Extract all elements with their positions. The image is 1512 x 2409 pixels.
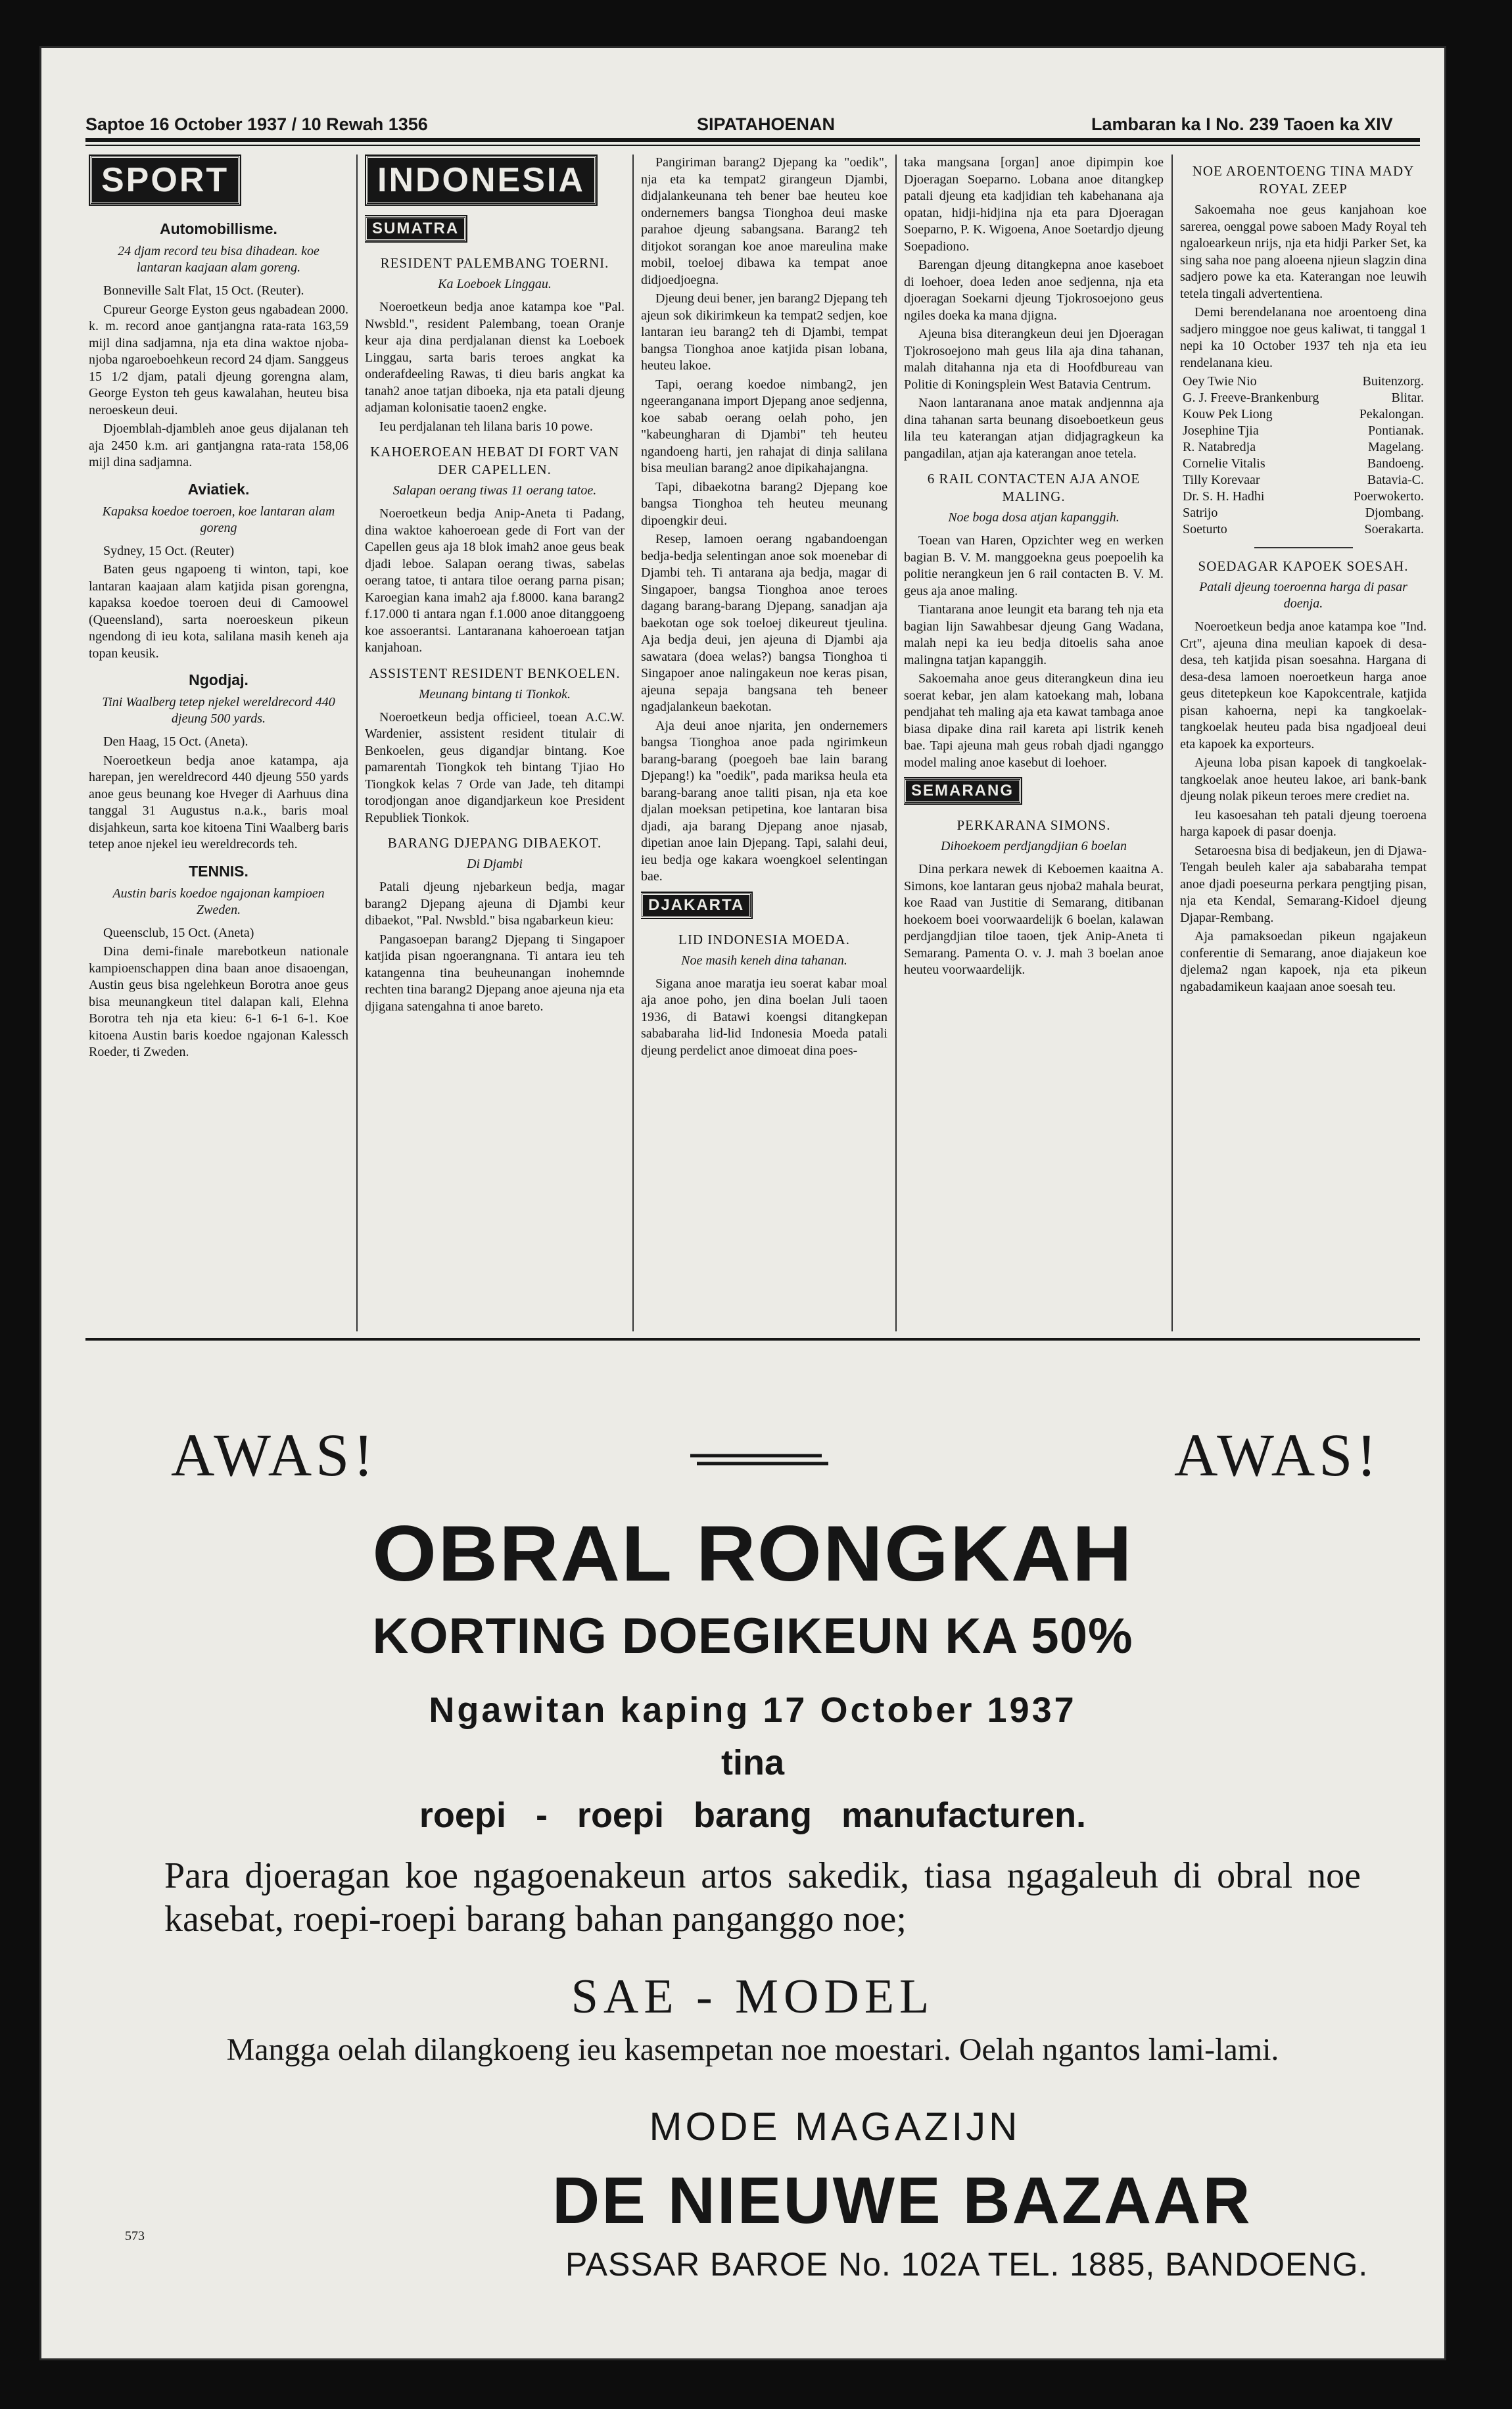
winner-name: Cornelie Vitalis	[1183, 456, 1265, 471]
winner-name: Dr. S. H. Hadhi	[1183, 489, 1265, 504]
column-sport	[89, 155, 348, 1331]
column-divider	[632, 155, 634, 1331]
article-paragraph: Dina demi-finale marebotkeun nationale kampioenschappen dina baan anoe disaoengan, Austin geus bisa ngelehkeun Borotra anoe geus bisa meunangkeun titel dalapan kali, Elehna Borotra teh nja eta kieu: 6-1 6-1 6-1. Koe kitoena Austin baris koedoe ngajonan Kalessch Roeder, ti Zweden.	[89, 944, 348, 1059]
newspaper-page	[39, 46, 1446, 2360]
palembang-subheading: Ka Loeboek Linggau.	[438, 277, 552, 291]
article-paragraph: Naon lantaranana anoe matak andjennna aja dina tahanan sarta beunang disoeboetkeun geus lila teu katerangan atjan didjagragkeun ka pangadilan, atjan aja katerangan anoe tetela.	[904, 396, 1164, 461]
article-paragraph: Den Haag, 15 Oct. (Aneta).	[103, 734, 248, 749]
djakarta-banner: DJAKARTA	[641, 893, 751, 918]
sumatra-banner: SUMATRA	[365, 216, 466, 241]
article-paragraph: Barengan djeung ditangkepna anoe kaseboet di loehoer, doea leden anoe sedjenna, nja eta djoeragan Soekarni djeung Tjokrosoejono geus ngiles doeka ka mana djigna.	[904, 258, 1164, 323]
perkara-simons-title: PERKARANA SIMONS.	[957, 817, 1111, 833]
winner-name: Kouw Pek Liong	[1183, 407, 1273, 421]
automobillisme-subheading: 24 djam record teu bisa dihadean. koe lantaran kaajaan alam goreng.	[118, 244, 319, 275]
winner-name: G. J. Freeve-Brankenburg	[1183, 391, 1319, 405]
aviatiek-heading: Aviatiek.	[187, 480, 250, 498]
goods-line: roepi - roepi barang manufacturen.	[419, 1796, 1087, 1835]
article-paragraph: Tiantarana anoe leungit eta barang teh nja eta bagian lijn Sawahbesar djeung Gang Wadana, malah nepi ka ieu bedja ditoelis saha anoe malingna tatjan kapanggih.	[904, 602, 1164, 667]
article-paragraph: Ajeuna loba pisan kapoek di tangkoelak-tangkoelak anoe heuteu lakoe, ari bank-bank djeung nolak pikeun teroes mere crediet na.	[1180, 755, 1427, 803]
winner-city: Buitenzorg.	[1362, 374, 1424, 389]
ngodjaj-subheading: Tini Waalberg tetep njekel wereldrecord 440 djeung 500 yards.	[102, 695, 335, 726]
column-divider	[1171, 155, 1173, 1331]
tennis-subheading: Austin baris koedoe ngajonan kampioen Zweden.	[112, 886, 325, 917]
semarang-banner: SEMARANG	[904, 778, 1021, 803]
winner-row	[1180, 505, 1427, 521]
winner-name: R. Natabredja	[1183, 440, 1256, 454]
article-paragraph: Noeroetkeun bedja anoe katampa, aja harepan, jen wereldrecord 440 djeung 550 yards anoe geus beunang koe Hveger di Aarhuus dina tanggal 31 Augustus n.a.k., baris moal disjahkeun, sarta koe kitoena Tini Waalberg baris tetep anoe njekel ieu wereldrecords teh.	[89, 753, 348, 851]
article-paragraph: Noeroetkeun bedja Anip-Aneta ti Padang, dina waktoe kahoeroean gede di Fort van der Capellen geus aja 18 blok imah2 anoe geus beak djadi leboe. Salapan oerang tiwas, sabelas oerang tatoe, ti antara tiloe oerang parna pisan; Karoegian kana imah2 aja f.8000. kana barang2 f.17.000 ti antara ngan f.1.000 anoe ditanggoeng koe assoerantsi. Lantaranana kahoeroean tatjan kanjahoan.	[365, 506, 625, 655]
rail-contacten-subheading: Noe boga dosa atjan kapanggih.	[948, 510, 1120, 525]
awas-right-text: AWAS!	[1174, 1421, 1381, 1489]
sport-banner: SPORT	[90, 156, 240, 204]
article-paragraph: Noeroetkeun bedja anoe katampa koe "Pal. Nwsbld.", resident Palembang, toean Oranje keur aja dina perdjalanan dienst ka Loeboek Linggau, sarta baris teroes angkat ka onderafdeeling Rawas, ti dieu baris angkat ka tanah2 anoe tatjan diboeka, nja eta patali djeung adjaman kolonisatie taoen2 engke.	[365, 300, 625, 415]
article-paragraph: Noeroetkeun bedja officieel, toean A.C.W. Wardenier, assistent resident titulair di Benkoelen, geus digandjar bintang. Koe pamarentah Tiongkok teh bintang Tjiao Ho Tiongkok kelas 7 Orde van Jade, teh ditampi torodjongan anoe digandjarkeun koe President Republiek Tionkok.	[365, 709, 625, 825]
advertisement-obral	[112, 1374, 1394, 2347]
article-paragraph: Ieu perdjalanan teh lilana baris 10 powe.	[379, 419, 593, 434]
winner-row	[1180, 472, 1427, 489]
article-paragraph: Sigana anoe maratja ieu soerat kabar moal aja anoe poho, jen dina boelan Juli taoen 1936, di Batawi koengsi ditangkepan sababaraha lid-lid Indonesia Moeda patali djeung perdelict anoe dimoeat dina poes-	[641, 976, 887, 1058]
barang-djepang-title: BARANG DJEPANG DIBAEKOT.	[387, 835, 602, 851]
winner-name: Oey Twie Nio	[1183, 374, 1257, 389]
masthead-date: Saptoe 16 October 1937 / 10 Rewah 1356	[85, 114, 428, 134]
article-paragraph: Sakoemaha anoe geus diterangkeun dina ieu soerat kebar, jen alam katoekang mah, lobana pendjahat teh maling aja eta kawat tambaga anoe biasa dipake dina rail kareta api listrik keneh bae. Tapi ajeuna mah geus robah djadi nganggo model maling anoe kasebut di loehoer.	[904, 671, 1164, 770]
column-three	[641, 155, 887, 1331]
mangga-line: Mangga oelah dilangkoeng ieu kasempetan noe moestari. Oelah ngantos lami-lami.	[226, 2032, 1279, 2067]
article-paragraph: Toean van Haren, Opzichter weg en werken bagian B. V. M. manggoekna geus poepoelih ka politie nerangkeun jen 6 rail contacten B. V. M. geus aja anoe maling.	[904, 533, 1164, 598]
winner-list	[1180, 373, 1427, 538]
header-rule	[85, 138, 1420, 142]
article-paragraph: Aja pamaksoedan pikeun ngajakeun conferentie di Semarang, anoe diajakeun koe djelema2 ngan kapoek, nja eta pikeun ngabadamikeun kaajaan anoe soesah teu.	[1180, 929, 1427, 994]
assistent-resident-subheading: Meunang bintang ti Tionkok.	[418, 686, 571, 702]
kahoeroean-subheading: Salapan oerang tiwas 11 oerang tatoe.	[392, 483, 597, 498]
indonesia-banner: INDONESIA	[366, 156, 596, 204]
article-paragraph: Pangiriman barang2 Djepang ka "oedik", nja eta ka tempat2 girangeun Djambi, didjalankeunana teh bener bae heuteu koe ondernemers bangsa Tionghoa deui maske parahoe djeung sabangsana. Barang2 teh ditjokot sorangan koe anoe mareulina make mobil, toeloej dibawa ka tempat anoe didjoedjoegna.	[641, 155, 887, 287]
article-paragraph: Aja deui anoe njarita, jen ondernemers bangsa Tionghoa anoe pada ngirimkeun barang-barang (poegoeh bae lain barang Djepang!) ka "oedik", pada mariksa heula eta barang-barang anoe taliti pisan, nja eta koe djalan moeksan petipetina, koe lantaran bisa djadi, aja barang Djepang anoe njasab, dipetian anoe lain Djepang. Tapi, salahi deui, ieu bedja oge kakara woengkoel selentingan bae.	[641, 718, 887, 884]
column-indonesia	[365, 155, 625, 1331]
winner-city: Soerakarta.	[1364, 522, 1424, 537]
kahoeroean-title: KAHOEROEAN HEBAT DI FORT VAN DER CAPELLEN.	[370, 444, 619, 477]
article-paragraph: Djoemblah-djambleh anoe geus dijalanan teh aja 2450 k.m. ari gantjangna rata-rata 158,06 mijl dina sadjamna.	[89, 421, 348, 469]
korting-line: KORTING DOEGIKEUN KA 50%	[372, 1608, 1133, 1664]
article-paragraph: Patali djeung njebarkeun bedja, magar barang2 Djepang ajeuna di Djambi keur dibaekot, "Pal. Nwsbld." bisa ngabarkeun kieu:	[365, 880, 625, 928]
header-rule-thin	[85, 145, 1420, 146]
article-paragraph: Sydney, 15 Oct. (Reuter)	[103, 543, 235, 558]
article-paragraph: Ajeuna bisa diterangkeun deui jen Djoeragan Tjokrosoejono mah geus lila aja dina tahanan, malah ditahanna nja eta di Hoofdbureau van Politie di Koningsplein West Batavia Centrum.	[904, 327, 1164, 392]
column-four	[904, 155, 1164, 1331]
lid-indonesia-moeda-subheading: Noe masih keneh dina tahanan.	[681, 953, 847, 968]
ad-body-text: Para djoeragan koe ngagoenakeun artos sakedik, tiasa ngagaleuh di obral noe kasebat, roepi-roepi barang bahan panganggo noe;	[164, 1855, 1361, 1940]
winner-row	[1180, 521, 1427, 538]
article-paragraph: Sakoemaha noe geus kanjahoan koe sarerea, oenggal powe saboen Mady Royal teh ngaloearkeun nrijs, nja eta hidji Parker Set, ka sing saha noe pang aloeena njieun slagzin dina sadjero powe ka eta. Katerangan noe leuwih tetela tingali advertentiena.	[1180, 203, 1427, 301]
assistent-resident-title: ASSISTENT RESIDENT BENKOELEN.	[369, 665, 621, 681]
winner-city: Poerwokerto.	[1353, 489, 1424, 504]
palembang-title: RESIDENT PALEMBANG TOERNI.	[380, 255, 609, 271]
winner-city: Pekalongan.	[1359, 407, 1424, 421]
winner-city: Djombang.	[1365, 506, 1424, 520]
advertisement-top-rule	[85, 1338, 1420, 1341]
section-separator	[1254, 547, 1353, 548]
double-arrow-icon	[690, 1446, 828, 1473]
article-paragraph: Demi berendelanana noe aroentoeng dina sadjero minggoe noe geus kaliwat, ti tanggal 1 nepi ka 10 October 1937 teh nja eta ieu rendelanana kieu.	[1180, 305, 1427, 370]
winner-city: Magelang.	[1368, 440, 1424, 454]
winner-row	[1180, 373, 1427, 390]
article-paragraph: Cpureur George Eyston geus ngabadean 2000. k. m. record anoe gantjangna rata-rata 163,59 mijl dina sadjamna, nja eta dina waktoe njoba-njoba ngaroeboehkeun record 24 djam. Sanggeus 15 1/2 djam, patali djeung gorengna alam, George Eyston teh geus kawalahan, heuteu bisa neroeskeun deui.	[89, 302, 348, 417]
winner-city: Bandoeng.	[1367, 456, 1424, 471]
page-number: 573	[125, 2229, 145, 2243]
awas-left-text: AWAS!	[171, 1421, 377, 1489]
article-paragraph: Setaroesna bisa di bedjakeun, jen di Djawa-Tengah beuleh kaler aja sababaraha tempat anoe djadi poeseurna perkara pengtjing pisan, nja eta Kendal, Semarang-Kidoel djeung Djapar-Rembang.	[1180, 843, 1427, 925]
soedagar-kapoek-title: SOEDAGAR KAPOEK SOESAH.	[1198, 558, 1409, 574]
article-paragraph: Pangasoepan barang2 Djepang ti Singapoer katjida pisan ngoerangnana. Ti antara ieu teh katangenna tina beuheunangan inohemnde rechten tina barang2 Djepang anoe ajeuna nja eta djigana satengahna ti anoe bareto.	[365, 932, 625, 1014]
article-paragraph: Resep, lamoen oerang ngabandoengan bedja-bedja selentingan anoe sok moenebar di Djambi teh. Ti antarana aja bedja, magar di Singapoer, bangsa Tionghoa anoe teroes dagang barang-barang Djepang, sanadjan aja baekotan oge sok toeloej dikeureut tjeulina. Aja bedja deui, jen ajeuna di Djambi aja sawatara (doea welas?) bangsa Tionghoa ti Singapoer anoe nalingakeun noe keras pisan, ajeuna sepaja bangsana teh beneer ngadjalankeun baekotan.	[641, 532, 887, 714]
winner-city: Blitar.	[1391, 391, 1424, 405]
winner-row	[1180, 390, 1427, 406]
winner-city: Batavia-C.	[1367, 473, 1424, 487]
royal-zeep-title: NOE AROENTOENG TINA MADY ROYAL ZEEP	[1192, 163, 1415, 197]
soedagar-kapoek-subheading: Patali djeung toeroenna harga di pasar doenja.	[1199, 580, 1407, 611]
sae-model-line: SAE - MODEL	[571, 1970, 935, 2024]
article-paragraph: Baten geus ngapoeng ti winton, tapi, koe lantaran kaajaan alam katjida pisan gorengna, kapaksa koedoe toeroen deui di Camoowel (Queensland), sarta noeroeskeun pikeun ngendong di ieu kota, salilana masih keneh aja topan keusik.	[89, 562, 348, 661]
winner-city: Pontianak.	[1368, 423, 1424, 438]
winner-row	[1180, 489, 1427, 505]
article-paragraph: Queensclub, 15 Oct. (Aneta)	[103, 925, 254, 940]
winner-name: Josephine Tjia	[1183, 423, 1259, 438]
article-paragraph: Dina perkara newek di Keboemen kaaitna A. Simons, koe lantaran geus njoba2 mahala beurat, koe Raad van Justitie di Semarang, ditibanan hoekoem boei voorwaardelijk 6 boelan, kalawan perdjangdjian tiloe taoen, tjek Anip-Aneta ti Semarang. Pamenta O. v. J. mah 3 boelan anoe heuteu voorwaardelijk.	[904, 862, 1164, 977]
article-paragraph: Noeroetkeun bedja anoe katampa koe "Ind. Crt", ajeuna dina meulian kapoek di desa-desa, teh katjida pisan soesahna. Hargana di desa-desa lamoen noeroetkeun harga anoe geus ditetepkeun koe Kapokcentrale, katjida pisan kahoerna, nepi ka tangkoelak-tangkoelak heuteu pada bisa ngadjoeal deui eta kapoek ka exporteurs.	[1180, 619, 1427, 751]
article-paragraph: Ieu kasoesahan teh patali djeung toeroena harga kapoek di pasar doenja.	[1180, 807, 1427, 839]
tina-line: tina	[721, 1743, 784, 1782]
winner-row	[1180, 439, 1427, 456]
winner-name: Soeturto	[1183, 522, 1227, 537]
lid-indonesia-moeda-title: LID INDONESIA MOEDA.	[678, 931, 850, 947]
perkara-simons-subheading: Dihoekoem perdjangdjian 6 boelan	[940, 839, 1127, 853]
obral-headline: OBRAL RONGKAH	[372, 1509, 1133, 1598]
article-paragraph: Bonneville Salt Flat, 15 Oct. (Reuter).	[103, 283, 304, 298]
article-paragraph: Tapi, oerang koedoe nimbang2, jen ngeeranganana import Djepang anoe sedjenna, koe sabab oerang oelah poho, jen "kabeungharan di Djambi" teh heuteu ngandoeng harti, jen rahajat di dinja salilana bisa meulian barang2 anoe dipikahajangna.	[641, 377, 887, 475]
ngodjaj-heading: Ngodjaj.	[189, 671, 248, 688]
winner-row	[1180, 406, 1427, 423]
article-paragraph: Djeung deui bener, jen barang2 Djepang teh ajeun sok dikirimkeun ka tempat2 sedjen, koe lantaran ieu barang2 teh di Djambi, tempat bangsa Tionghoa anoe katjida pisan lobana, heuteu lakoe.	[641, 291, 887, 373]
mode-magazijn-text: MODE MAGAZIJN	[649, 2105, 1021, 2149]
article-paragraph: Tapi, dibaekotna barang2 Djepang koe bangsa Tionghoa teh heuteu meunang dipoengkir deui.	[641, 479, 887, 528]
store-address: PASSAR BAROE No. 102A TEL. 1885, BANDOENG.	[565, 2246, 1369, 2283]
rail-contacten-title: 6 RAIL CONTACTEN AJA ANOE MALING.	[927, 471, 1141, 504]
column-divider	[895, 155, 897, 1331]
barang-djepang-subheading: Di Djambi	[467, 857, 523, 871]
start-date-line: Ngawitan kaping 17 October 1937	[429, 1690, 1077, 1730]
aviatiek-subheading: Kapaksa koedoe toeroen, koe lantaran alam goreng	[102, 504, 335, 535]
automobillisme-heading: Automobillisme.	[160, 220, 277, 237]
article-paragraph: taka mangsana [organ] anoe dipimpin koe Djoeragan Soeparno. Lobana anoe ditangkep patali djeung eta kadjidian teh kabehanana aja opatan, hidji-hidjina nja eta para Djoeragan Soeparno, P. K. Wigoena, Anoe Soetardjo djeung Soepadiono.	[904, 155, 1164, 254]
column-divider	[356, 155, 358, 1331]
masthead-sheet-number: Lambaran ka I No. 239 Taoen ka XIV	[1091, 114, 1393, 134]
winner-name: Tilly Korevaar	[1183, 473, 1260, 487]
tennis-heading: TENNIS.	[189, 862, 248, 880]
store-name: DE NIEUWE BAZAAR	[552, 2164, 1252, 2237]
winner-row	[1180, 456, 1427, 472]
winner-row	[1180, 423, 1427, 439]
masthead-paper-name: SIPATAHOENAN	[697, 114, 836, 134]
column-five	[1180, 155, 1427, 1331]
winner-name: Satrijo	[1183, 506, 1218, 520]
